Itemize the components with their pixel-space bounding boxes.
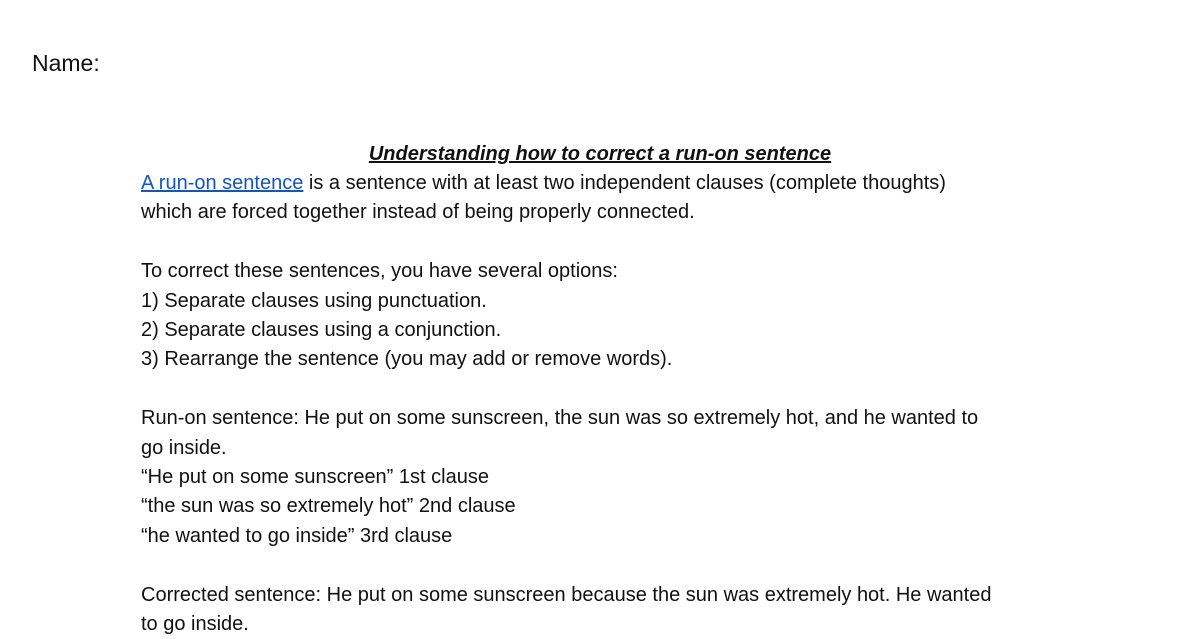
option-item-2: 2) Separate clauses using a conjunction. (141, 319, 502, 342)
definition-line-2: which are forced together instead of being properly connected. (141, 201, 695, 224)
runon-example-line-1: Run-on sentence: He put on some sunscreen, the sun was so extremely hot, and he wanted to (141, 407, 979, 430)
blank-line (141, 551, 1071, 580)
blank-line (141, 375, 1071, 404)
run-on-sentence-link[interactable]: A run-on sentence (141, 172, 304, 194)
blank-line (141, 228, 1071, 257)
option-item-1: 1) Separate clauses using punctuation. (141, 289, 487, 312)
definition-line-1 (141, 169, 1071, 198)
name-label: Name: (32, 50, 100, 76)
clause-1: “He put on some sunscreen” 1st clause (141, 466, 489, 489)
definition-line-1-text: is a sentence with at least two independent clauses (complete thoughts) (303, 172, 946, 194)
clause-2: “the sun was so extremely hot” 2nd clause (141, 495, 516, 518)
clause-3: “he wanted to go inside” 3rd clause (141, 524, 453, 547)
corrected-line-1: Corrected sentence: He put on some sunscreen because the sun was extremely hot. He wanted (141, 583, 992, 606)
document-title: Understanding how to correct a run-on sentence (368, 143, 832, 165)
corrected-line-2: to go inside. (141, 613, 249, 636)
option-item-3: 3) Rearrange the sentence (you may add or remove words). (141, 348, 673, 371)
runon-example-line-2: go inside. (141, 436, 227, 459)
options-intro: To correct these sentences, you have several options: (141, 260, 618, 283)
document-body (141, 169, 1071, 639)
